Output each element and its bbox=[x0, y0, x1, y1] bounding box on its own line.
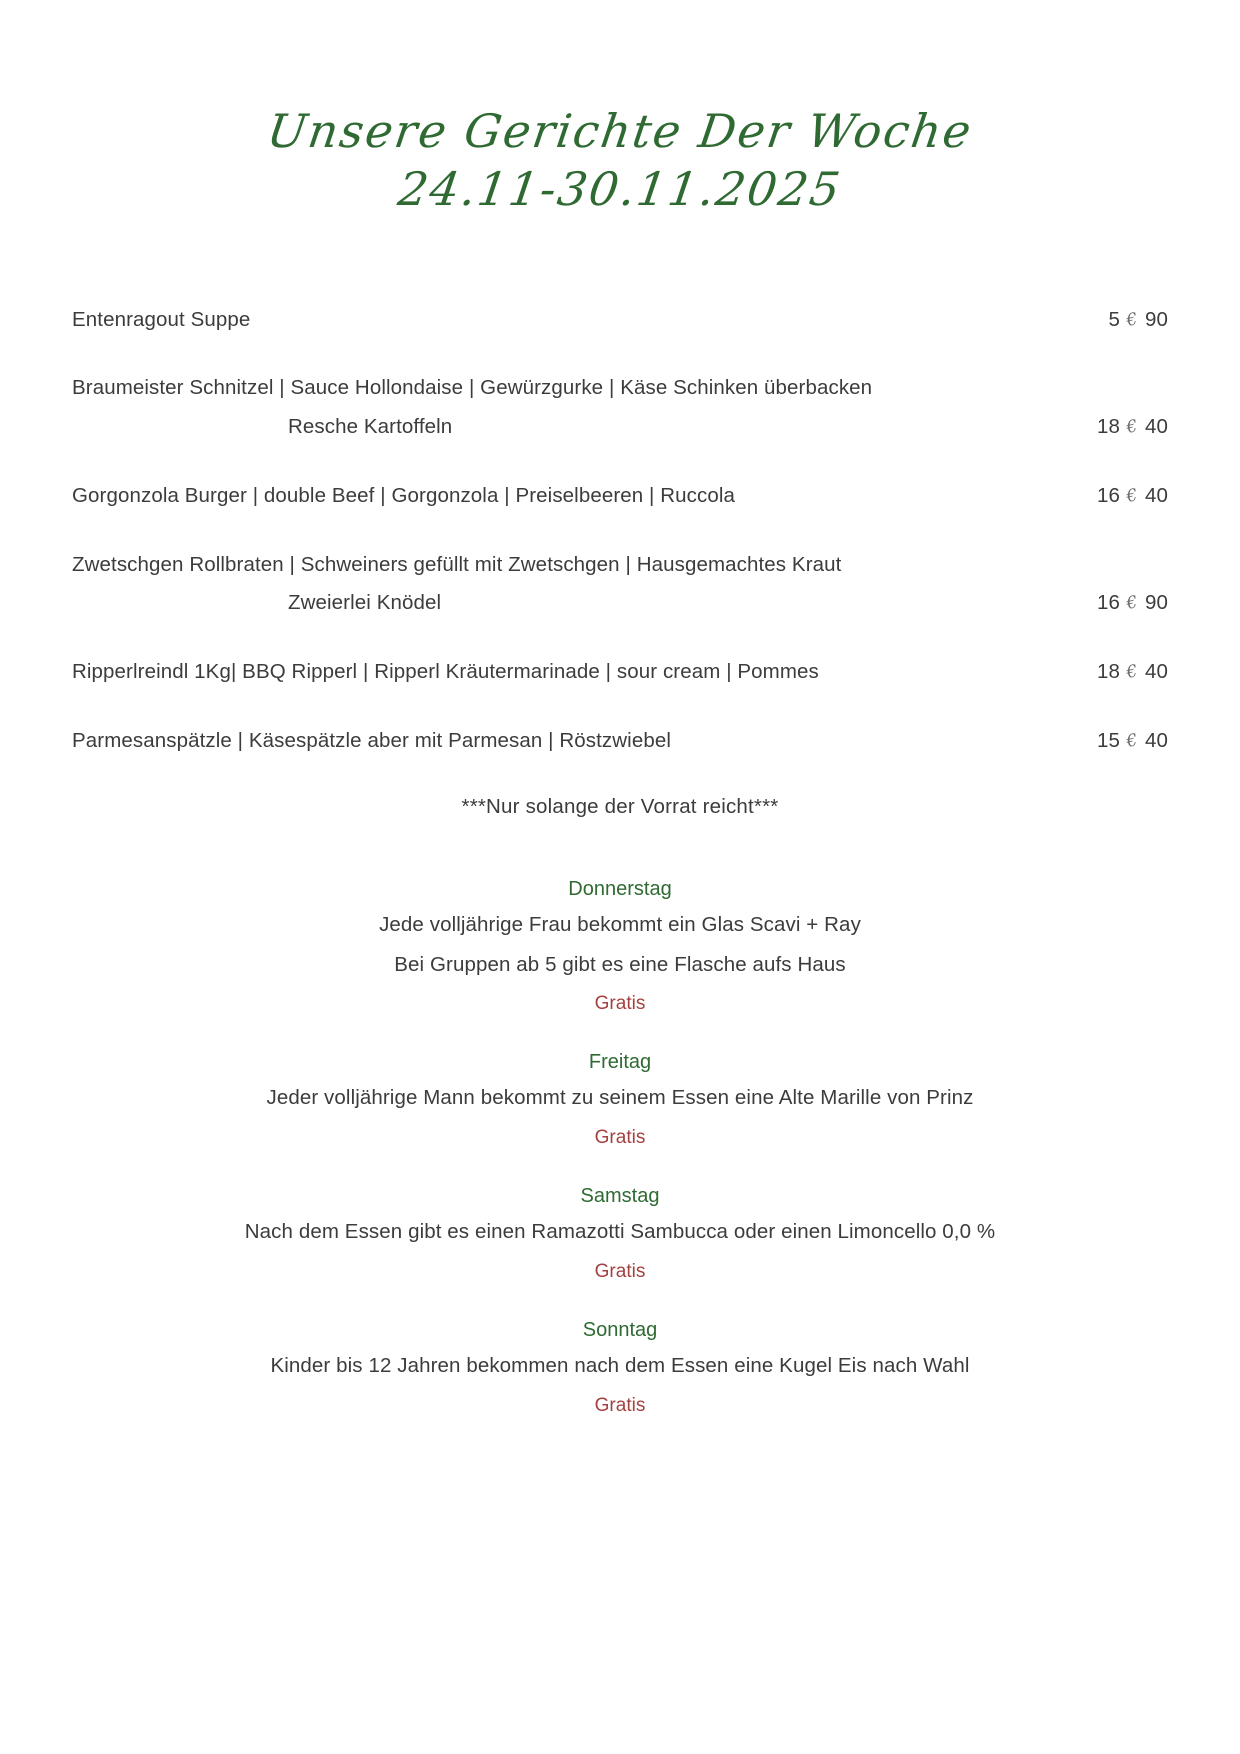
menu-item-row bbox=[72, 305, 1168, 336]
page-title: Unsere Gerichte Der Woche bbox=[263, 104, 977, 158]
dish-name: Entenragout Suppe bbox=[72, 307, 251, 331]
special-text: Jeder volljährige Mann bekommt zu seinem Essen eine Alte Marille von Prinz bbox=[266, 1086, 974, 1110]
euro-icon: € bbox=[1124, 592, 1140, 615]
price-decimal: 40 bbox=[1144, 660, 1168, 684]
special-text: Jede volljährige Frau bekommt ein Glas Scavi + Ray bbox=[379, 912, 861, 936]
price-integer: 18 bbox=[1097, 660, 1121, 684]
euro-icon: € bbox=[1124, 729, 1140, 752]
euro-icon: € bbox=[1124, 308, 1140, 331]
price-integer: 5 bbox=[1108, 307, 1121, 331]
price-integer: 15 bbox=[1097, 728, 1121, 752]
menu-item-row-secondary bbox=[72, 412, 1168, 443]
special-text: Nach dem Essen gibt es einen Ramazotti Sambucca oder einen Limoncello 0,0 % bbox=[244, 1220, 996, 1244]
special-text: Bei Gruppen ab 5 gibt es eine Flasche aufs Haus bbox=[394, 952, 846, 976]
special-day-title: Freitag bbox=[588, 1051, 652, 1074]
dish-name: Parmesanspätzle | Käsespätzle aber mit Parmesan | Röstzwiebel bbox=[72, 728, 671, 752]
price-decimal: 90 bbox=[1144, 591, 1168, 615]
menu-item bbox=[72, 305, 1168, 336]
menu-item bbox=[72, 373, 1168, 443]
menu-item bbox=[72, 726, 1168, 757]
menu-item bbox=[72, 550, 1168, 620]
page-date-range: 24.11-30.11.2025 bbox=[394, 162, 846, 217]
daily-specials bbox=[72, 873, 1168, 1426]
menu-item-row bbox=[72, 373, 1168, 404]
dish-name: Zwetschgen Rollbraten | Schweiners gefüllt mit Zwetschgen | Hausgemachtes Kraut bbox=[72, 552, 842, 576]
euro-icon: € bbox=[1124, 661, 1140, 683]
special-day-title: Samstag bbox=[580, 1185, 660, 1208]
price-integer: 16 bbox=[1097, 483, 1121, 507]
dish-price bbox=[1082, 305, 1168, 336]
menu-list bbox=[72, 305, 1168, 757]
menu-item-row bbox=[72, 550, 1168, 581]
price-integer: 16 bbox=[1097, 591, 1121, 615]
dish-side: Resche Kartoffeln bbox=[288, 415, 453, 439]
special-day-title: Sonntag bbox=[582, 1319, 658, 1342]
special-text: Kinder bis 12 Jahren bekommen nach dem Essen eine Kugel Eis nach Wahl bbox=[270, 1354, 970, 1378]
menu-item-row-secondary bbox=[72, 588, 1168, 619]
menu-item-row bbox=[72, 481, 1168, 512]
menu-item bbox=[72, 657, 1168, 688]
menu-item-row bbox=[72, 657, 1168, 688]
price-decimal: 90 bbox=[1144, 307, 1168, 331]
dish-price bbox=[1082, 726, 1168, 757]
menu-item-row bbox=[72, 726, 1168, 757]
price-decimal: 40 bbox=[1144, 483, 1168, 507]
dish-price bbox=[1082, 412, 1168, 443]
special-free-label: Gratis bbox=[594, 1127, 646, 1149]
dish-price bbox=[1082, 657, 1168, 688]
menu-item bbox=[72, 481, 1168, 512]
page-header bbox=[72, 0, 1168, 217]
special-free-label: Gratis bbox=[594, 1261, 646, 1283]
price-integer: 18 bbox=[1097, 415, 1121, 439]
euro-icon: € bbox=[1124, 416, 1140, 438]
special-free-label: Gratis bbox=[594, 993, 646, 1015]
availability-note: ***Nur solange der Vorrat reicht*** bbox=[461, 794, 779, 818]
special-free-label: Gratis bbox=[594, 1395, 646, 1417]
price-decimal: 40 bbox=[1144, 728, 1168, 752]
dish-name: Ripperlreindl 1Kg| BBQ Ripperl | Ripperl Kräutermarinade | sour cream | Pommes bbox=[72, 660, 819, 684]
special-day-title: Donnerstag bbox=[568, 877, 672, 900]
dish-price bbox=[1082, 481, 1168, 512]
price-decimal: 40 bbox=[1144, 415, 1168, 439]
dish-side: Zweierlei Knödel bbox=[288, 591, 442, 615]
dish-name: Braumeister Schnitzel | Sauce Hollondaise | Gewürzgurke | Käse Schinken überbacken bbox=[72, 376, 873, 400]
dish-name: Gorgonzola Burger | double Beef | Gorgonzola | Preiselbeeren | Ruccola bbox=[72, 483, 736, 507]
dish-price bbox=[1082, 588, 1168, 619]
euro-icon: € bbox=[1124, 484, 1140, 507]
